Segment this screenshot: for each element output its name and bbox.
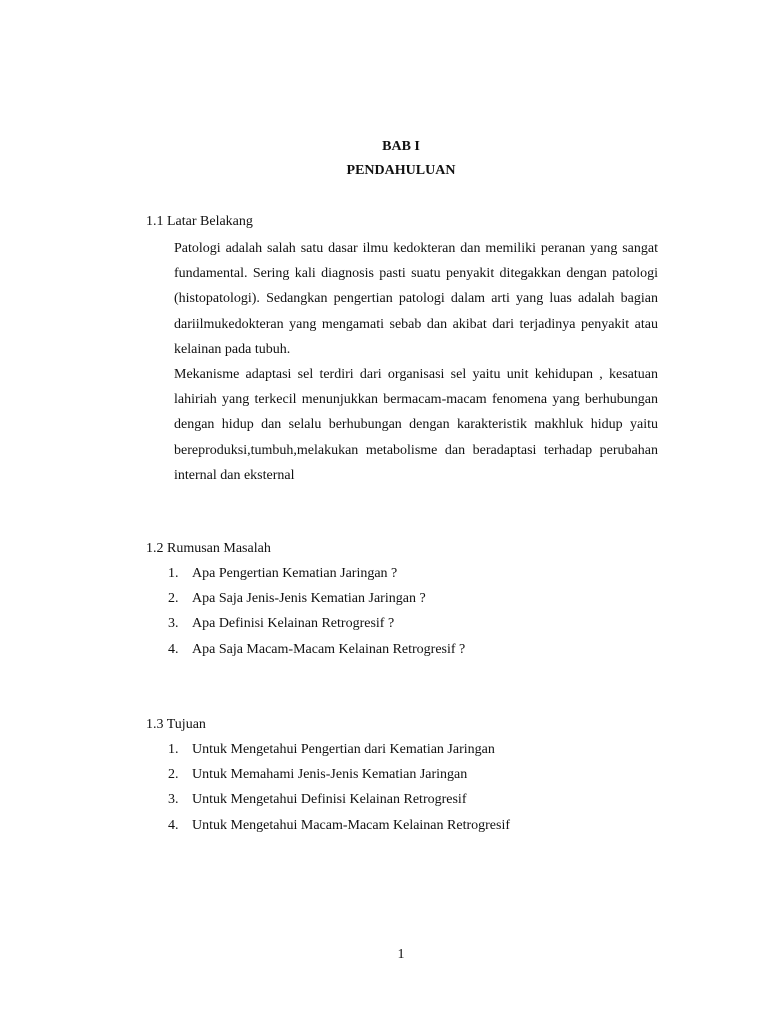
list-item-number: 1.	[168, 566, 179, 581]
list-item-text: Untuk Memahami Jenis-Jenis Kematian Jaringan	[192, 767, 468, 783]
list-item-text: Untuk Mengetahui Definisi Kelainan Retrogresif	[192, 792, 467, 808]
list-item	[168, 791, 668, 816]
paragraph-patologi: Patologi adalah salah satu dasar ilmu kedokteran dan memiliki peranan yang sangat fundamental. Sering kali diagnosis pasti suatu penyakit ditegakkan dengan patologi (histopatologi). Sedangkan pengertian patologi dalam arti yang luas adalah bagian dariilmukedokteran yang mengamati sebab dan akibat dari terjadinya penyakit atau kelainan pada tubuh.	[174, 241, 658, 357]
list-item-text: Apa Pengertian Kematian Jaringan ?	[192, 566, 398, 581]
list-item-number: 2.	[168, 767, 179, 783]
paragraph-mekanisme-adaptasi: Mekanisme adaptasi sel terdiri dari organisasi sel yaitu unit kehidupan , kesatuan lahiriah yang terkecil menunjukkan bermacam-macam fenomena yang berhubungan dengan hidup dan selalu berhubungan dengan karakteristik makhluk hidup yaitu bereproduksi,tumbuh,melakukan metabolisme dan beradaptasi terhadap perubahan internal dan eksternal	[174, 367, 658, 483]
chapter-title: PENDAHULUAN	[346, 163, 456, 178]
list-item-text: Apa Saja Macam-Macam Kelainan Retrogresif ?	[192, 641, 466, 657]
list-item-text: Apa Saja Jenis-Jenis Kematian Jaringan ?	[192, 591, 426, 607]
list-item	[168, 565, 668, 590]
list-item	[168, 766, 668, 791]
chapter-number: BAB I	[382, 139, 420, 154]
list-item-text: Apa Definisi Kelainan Retrogresif ?	[192, 616, 395, 632]
page-number: 1	[397, 947, 405, 962]
list-item-number: 1.	[168, 742, 179, 757]
tujuan-list	[168, 741, 668, 842]
list-item	[168, 615, 668, 640]
list-item	[168, 641, 668, 666]
list-item-number: 3.	[168, 616, 179, 632]
list-item-text: Untuk Mengetahui Pengertian dari Kematian Jaringan	[192, 742, 495, 757]
list-item-number: 3.	[168, 792, 179, 808]
list-item-number: 2.	[168, 591, 179, 607]
list-item-text: Untuk Mengetahui Macam-Macam Kelainan Retrogresif	[192, 817, 511, 833]
section-heading-tujuan: 1.3 Tujuan	[146, 717, 206, 732]
list-item	[168, 590, 668, 615]
rumusan-masalah-list	[168, 565, 668, 666]
list-item	[168, 817, 668, 842]
list-item-number: 4.	[168, 817, 179, 833]
section-heading-latar-belakang: 1.1 Latar Belakang	[146, 214, 253, 229]
list-item	[168, 741, 668, 766]
section-heading-rumusan-masalah: 1.2 Rumusan Masalah	[146, 541, 271, 556]
latar-belakang-body	[174, 236, 658, 488]
list-item-number: 4.	[168, 641, 179, 657]
